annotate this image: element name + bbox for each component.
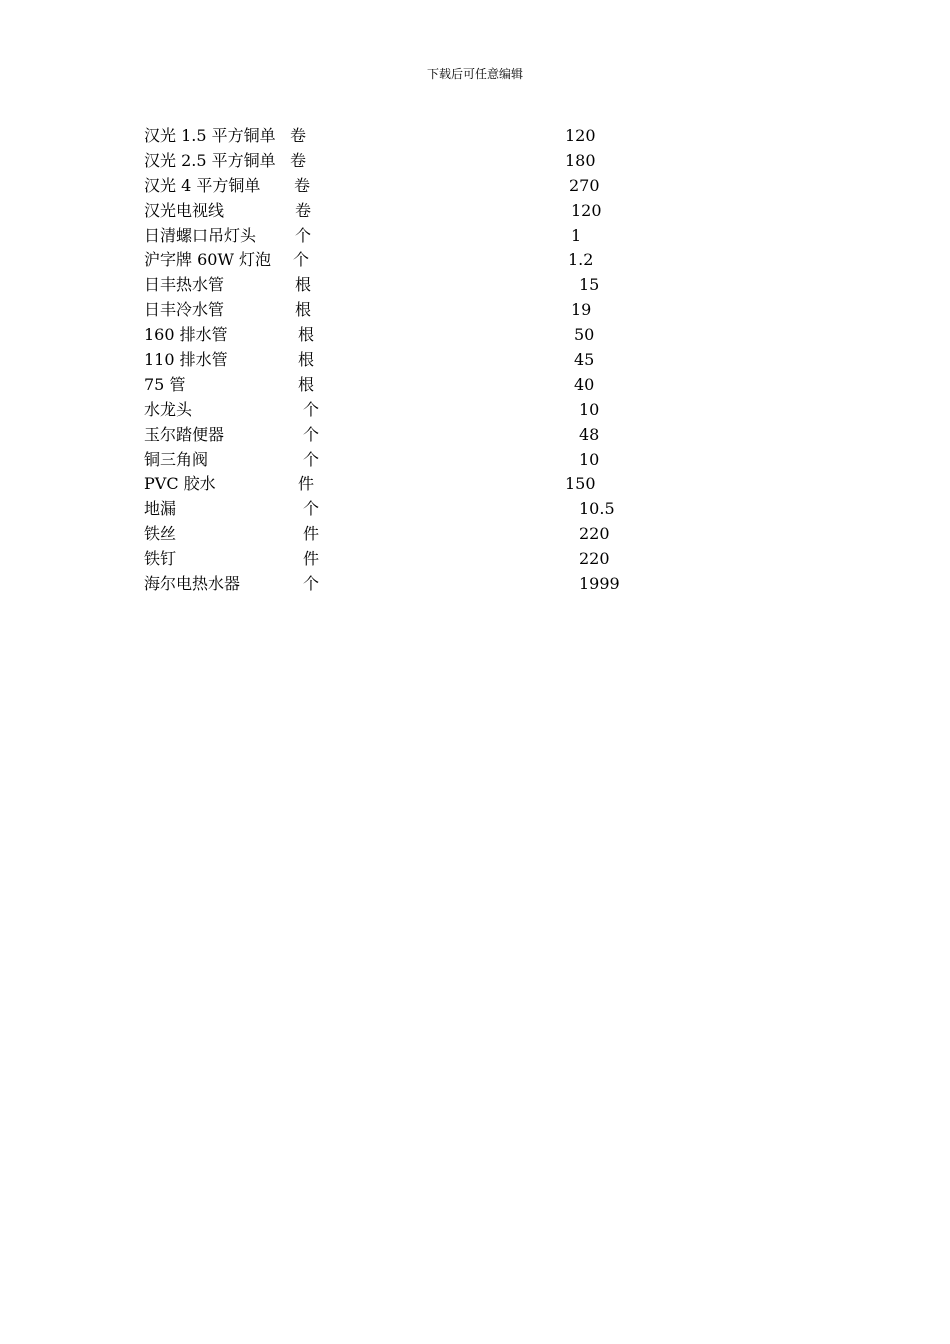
list-item [0, 149, 950, 174]
item-unit: 个 [295, 225, 312, 245]
item-price: 180 [565, 150, 596, 170]
item-name: 日清螺口吊灯头 [144, 225, 257, 245]
item-name: 汉光 2.5 平方铜单 [144, 150, 276, 170]
item-unit: 根 [298, 374, 315, 394]
item-price: 1.2 [568, 250, 594, 270]
item-price: 120 [565, 126, 596, 145]
item-price: 19 [571, 300, 592, 320]
list-item [0, 273, 950, 298]
item-price: 150 [565, 474, 596, 494]
item-unit: 卷 [294, 175, 311, 195]
item-price: 270 [569, 175, 600, 195]
item-unit: 件 [303, 549, 320, 569]
item-unit: 根 [298, 325, 315, 345]
list-item [0, 423, 950, 448]
list-item [0, 547, 950, 572]
item-name: 海尔电热水器 [144, 574, 241, 594]
item-unit: 根 [295, 300, 312, 320]
item-price: 220 [579, 524, 610, 544]
list-item [0, 224, 950, 249]
item-unit: 个 [303, 399, 320, 419]
item-unit: 个 [293, 250, 310, 270]
list-item [0, 174, 950, 199]
list-item [0, 373, 950, 398]
item-unit: 个 [303, 424, 320, 444]
item-price: 120 [571, 200, 602, 220]
list-item [0, 248, 950, 273]
item-name: 75 管 [144, 374, 186, 394]
list-item [0, 497, 950, 522]
item-name: 沪字牌 60W 灯泡 [144, 250, 271, 270]
list-item [0, 298, 950, 323]
item-price: 45 [574, 350, 595, 370]
header-note: 下载后可任意编辑 [426, 67, 523, 81]
item-name: 铁丝 [144, 524, 177, 544]
item-price: 1 [571, 225, 582, 245]
item-name: 日丰热水管 [144, 275, 225, 295]
item-unit: 件 [303, 524, 320, 544]
item-price: 40 [574, 374, 595, 394]
item-unit: 卷 [295, 200, 312, 220]
item-name: 日丰冷水管 [144, 300, 225, 320]
list-item [0, 348, 950, 373]
item-name: 160 排水管 [144, 325, 228, 345]
item-unit: 个 [303, 449, 320, 469]
item-name: 汉光电视线 [144, 200, 225, 220]
item-name: 汉光 1.5 平方铜单 [144, 126, 276, 145]
item-unit: 个 [303, 499, 320, 519]
item-price: 10.5 [579, 499, 615, 519]
item-price: 50 [574, 325, 595, 345]
item-name: 地漏 [144, 499, 177, 519]
item-price: 48 [579, 424, 600, 444]
item-price: 1999 [579, 574, 620, 594]
item-name: 玉尔踏便器 [144, 424, 225, 444]
item-price: 10 [579, 399, 600, 419]
item-unit: 根 [298, 350, 315, 370]
list-item [0, 472, 950, 497]
list-item [0, 522, 950, 547]
item-name: 铁钉 [144, 549, 177, 569]
item-price: 10 [579, 449, 600, 469]
item-unit: 卷 [290, 126, 307, 145]
item-price: 15 [579, 275, 600, 295]
item-name: 铜三角阀 [144, 449, 209, 469]
item-name: 110 排水管 [144, 350, 228, 370]
list-item [0, 323, 950, 348]
item-list [0, 124, 950, 597]
item-name: 汉光 4 平方铜单 [144, 175, 261, 195]
list-item [0, 448, 950, 473]
item-unit: 根 [295, 275, 312, 295]
item-name: 水龙头 [144, 399, 193, 419]
item-price: 220 [579, 549, 610, 569]
list-item [0, 398, 950, 423]
item-unit: 个 [303, 574, 320, 594]
list-item [0, 199, 950, 224]
item-name: PVC 胶水 [144, 474, 216, 494]
item-unit: 卷 [290, 150, 307, 170]
item-unit: 件 [298, 474, 315, 494]
list-item [0, 572, 950, 597]
list-item [0, 124, 950, 149]
